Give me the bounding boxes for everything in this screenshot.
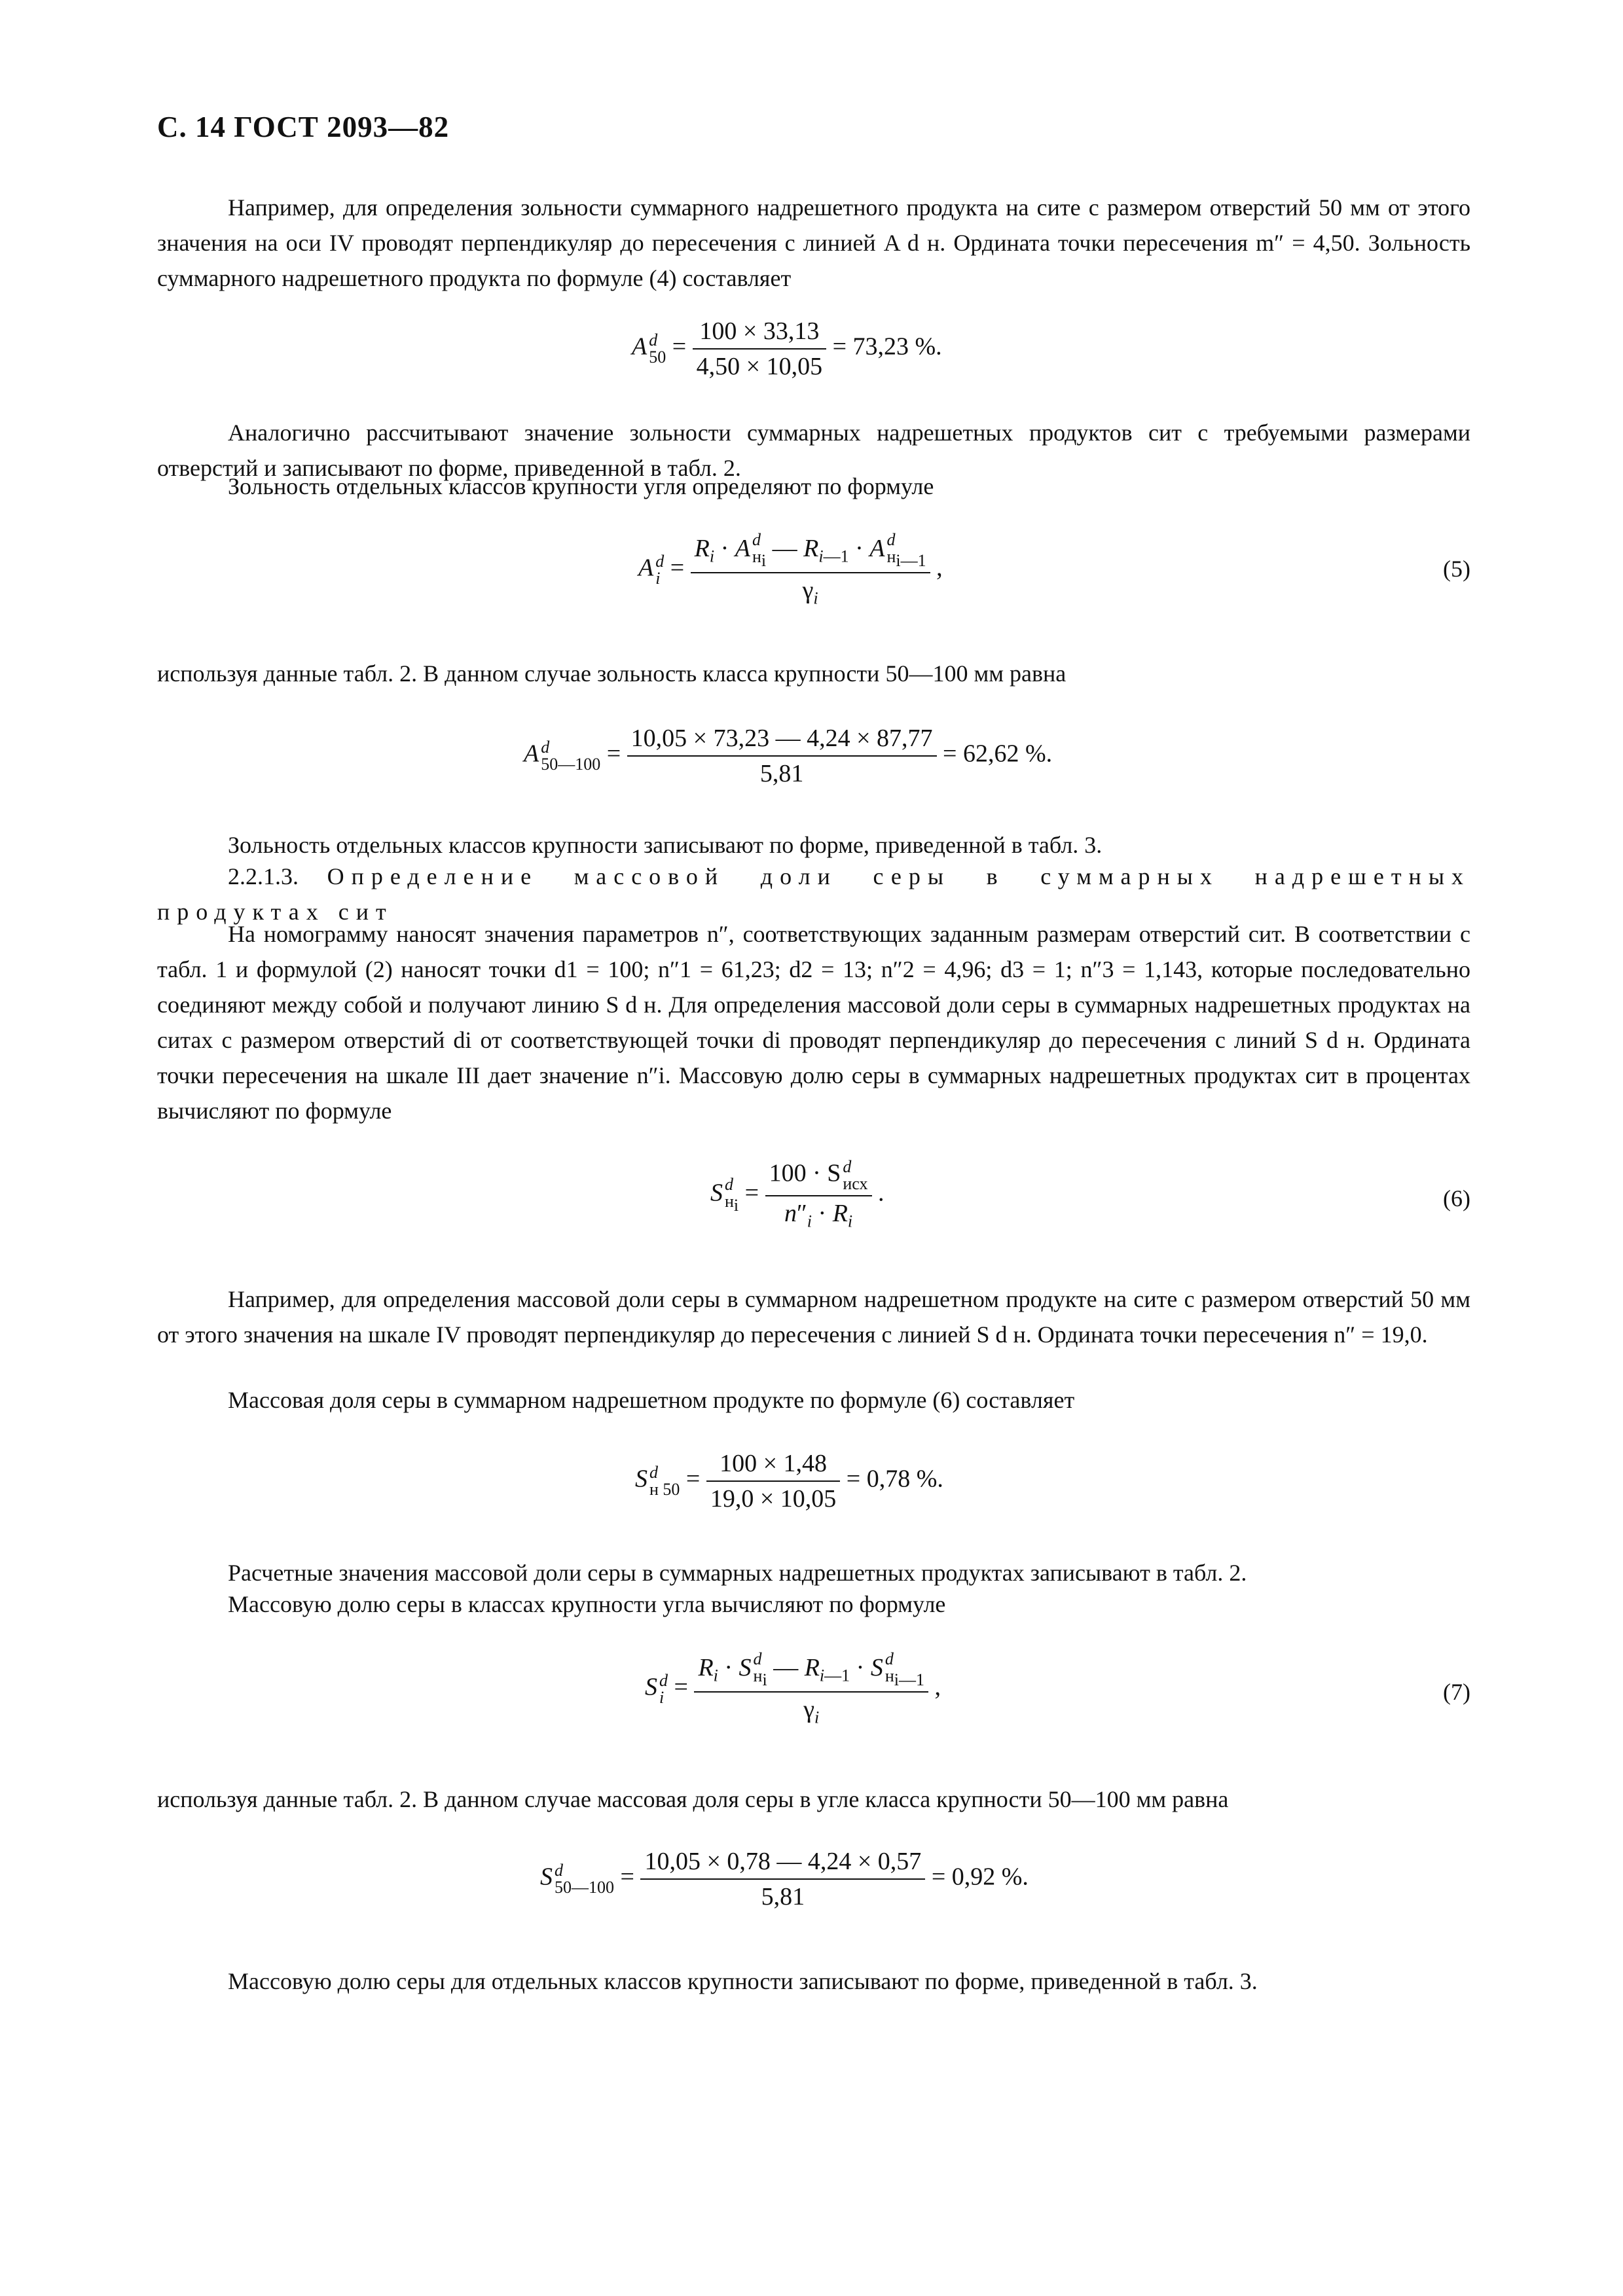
formula-sulfur-50: S d н 50 = $\frac{100 \times 1,48}{19,0 \times 10,05}$ = 0,78 %. bbox=[635, 1450, 943, 1513]
paragraph-ash-formula-intro: Зольность отдельных классов крупности угля определяют по формуле bbox=[228, 473, 934, 499]
formula-6: S d $н_i$ = 100 · S d исх $n''_i \cdot R_i$ . bbox=[710, 1157, 884, 1231]
paragraph-ash-record: Зольность отдельных классов крупности записывают по форме, приведенной в табл. 3. bbox=[228, 832, 1103, 858]
formula-ash-50-100: A d 50—100 = $\frac{10,05 \times 73,23 — 4,24 \times 87,77}{5,81}$ = 62,62 %. bbox=[524, 725, 1053, 787]
paragraph-sulfur-calc: Расчетные значения массовой доли серы в суммарных надрешетных продуктах записывают в табл. 2. bbox=[228, 1560, 1247, 1586]
paragraph-sulfur-class: используя данные табл. 2. В данном случае массовая доля серы в угле класса крупности 50—100 мм равна bbox=[157, 1786, 1229, 1812]
paragraph-ash-class: используя данные табл. 2. В данном случае зольность класса крупности 50—100 мм равна bbox=[157, 660, 1067, 687]
equation-number-6: (6) bbox=[1443, 1185, 1470, 1211]
formula-5: A d i = $R_i \cdot A$ d $н_i$ — $R_{i—1} \cdot A$ d $н_{i—1}$ $\gamma_i$ , bbox=[638, 530, 943, 608]
paragraph-similar: Аналогично рассчитывают значение зольности суммарных надрешетных продуктов сит с требуемыми размерами отверстий и записывают по форме, приведенной в табл. 2. bbox=[157, 420, 1470, 481]
equation-number-5: (5) bbox=[1443, 556, 1470, 582]
page-header: С. 14 ГОСТ 2093—82 bbox=[157, 111, 450, 143]
paragraph-example-ash: Например, для определения зольности суммарного надрешетного продукта на сите с размером отверстий 50 мм от этого значения на оси IV проводят перпендикуляр до пересечения с линией A d н. Ордината точки пересечения m″ = 4,50. Зольность суммарного надрешетного продукта по формуле (4) составляет bbox=[157, 194, 1470, 291]
equation-number-7: (7) bbox=[1443, 1679, 1470, 1705]
paragraph-sulfur-formula-6: Массовая доля серы в суммарном надрешетном продукте по формуле (6) составляет bbox=[228, 1387, 1075, 1413]
formula-ash-50: A d 50 = $\frac{100 \times 33,13}{4,50 \times 10,05}$ = 73,23 %. bbox=[632, 317, 942, 380]
paragraph-nomogram: На номограмму наносят значения параметров n″, соответствующих заданным размерам отверстий сит. В соответствии с табл. 1 и формулой (2) наносят точки d1 = 100; n″1 = 61,23; d2 = 13; n″2 = 4,96; d3 = 1; n″3 = 1,143, которые последовательно соединяют между собой и получают линию S d н. Для определения массовой доли серы в суммарных надрешетных продуктах на ситах с размером отверстий di от соответствующей точки di проводят перпендикуляр до пересечения с линий S d н. Ордината точки пересечения на шкале III дает значение n″i. Массовую долю серы в суммарных надрешетных продуктах сит в процентах вычисляют по формуле bbox=[157, 921, 1470, 1124]
paragraph-example-sulfur: Например, для определения массовой доли серы в суммарном надрешетном продукте на сите с размером отверстий 50 мм от этого значения на шкале IV проводят перпендикуляр до пересечения с линией S d н. Ордината точки пересечения n″ = 19,0. bbox=[157, 1286, 1470, 1348]
formula-7: S d i = $R_i \cdot S$ d $н_i$ — $R_{i—1} \cdot S$ d $н_{i—1}$ $\gamma_i$ , bbox=[645, 1649, 941, 1727]
section-2-2-1-3: 2.2.1.3. Определение массовой доли серы в суммарных надрешетных продуктах сит bbox=[157, 863, 1471, 925]
formula-sulfur-50-100: S d 50—100 = $\frac{10,05 \times 0,78 — 4,24 \times 0,57}{5,81}$ = 0,92 %. bbox=[540, 1848, 1029, 1910]
paragraph-sulfur-class-intro: Массовую долю серы в классах крупности угла вычисляют по формуле bbox=[228, 1591, 946, 1617]
paragraph-sulfur-record: Массовую долю серы для отдельных классов крупности записывают по форме, приведенной в табл. 3. bbox=[228, 1968, 1258, 1994]
